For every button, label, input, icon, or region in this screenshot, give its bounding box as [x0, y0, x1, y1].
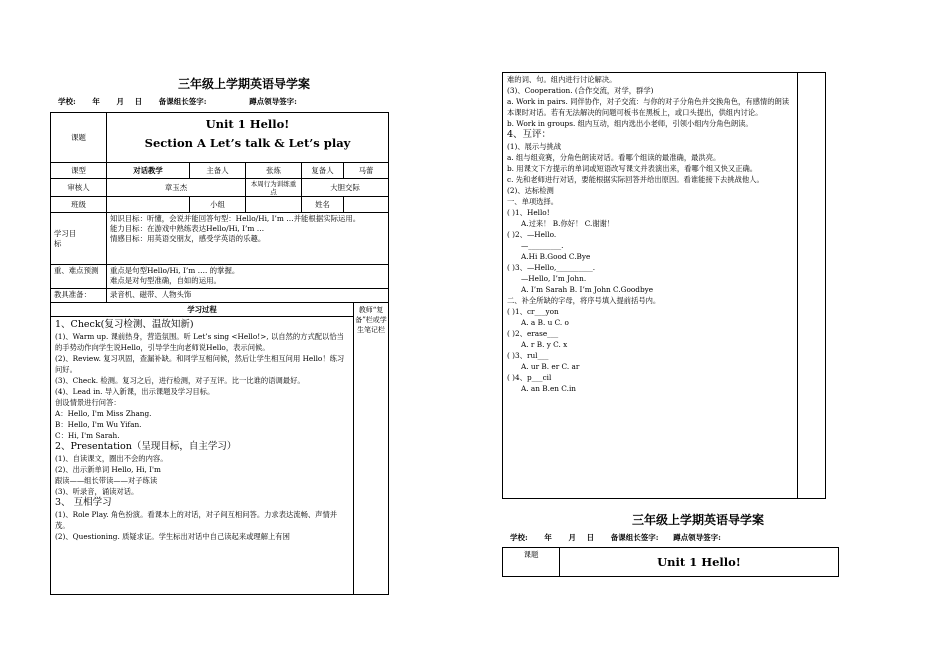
process-line: (4)、Lead in. 导入新课，出示课题及学习目标。 — [55, 387, 215, 396]
process-line: ( )3、rul___ — [507, 351, 549, 360]
meta-year: 年 — [544, 533, 552, 542]
co-preparer-value: 马蕾 — [343, 162, 389, 179]
process-line: c. 先和老师进行对话，要能根据实际回答并给出原因。看谁能接下去挑战他人。 — [507, 175, 764, 184]
right-process-body — [502, 72, 798, 499]
process-line: b. Work in groups. 组内互动，组内选出小老师，引领小组内分角色朗读。 — [507, 119, 753, 128]
right-meta-line — [510, 532, 735, 543]
goals-list — [106, 212, 389, 265]
process-line: ( )2、erase___ — [507, 329, 559, 338]
group-value — [245, 196, 302, 213]
meta-day: 日 — [134, 97, 143, 106]
process-line: 跟读——组长带读——对子练读 — [55, 476, 158, 485]
process-line: —Hello, I’m John. — [521, 274, 587, 283]
section-title: Section A Let’s talk & Let’s play — [144, 136, 351, 150]
process-line: (2)、出示新单词 Hello, Hi, I'm — [55, 465, 161, 474]
meta-day: 日 — [586, 533, 595, 542]
unit-title: Unit 1 Hello! — [205, 117, 290, 131]
keypoints-label: 重、难点预测 — [50, 264, 107, 289]
process-line: A. an B.en C.in — [521, 384, 576, 393]
meta-year: 年 — [92, 97, 100, 106]
meta-school: 学校: — [58, 97, 76, 106]
process-line: (2)、Questioning. 质疑求证。学生标出对话中自己读起来或理解上有困 — [55, 532, 290, 541]
weekly-focus-value: 大胆交际 — [301, 178, 389, 197]
process-body — [50, 316, 354, 595]
process-line: A. I’m Sarah B. I’m John C.Goodbye — [521, 285, 654, 294]
goals-label — [50, 212, 107, 265]
process-heading: 1、Check(复习检测、温故知新) — [55, 319, 194, 330]
reviewer-label: 审核人 — [50, 178, 107, 197]
class-value — [106, 196, 190, 213]
type-label: 课型 — [50, 162, 107, 179]
process-line: 二、补全所缺的字母，将序号填入提前括号内。 — [507, 296, 661, 305]
preparer-label: 主备人 — [189, 162, 246, 179]
process-heading: 3、 互相学习 — [55, 497, 112, 508]
meta-month: 月 — [568, 533, 577, 542]
keypoint-2: 难点是对句型准确，自如的运用。 — [110, 276, 221, 285]
process-line: A.Hi B.Good C.Bye — [521, 252, 591, 261]
type-value: 对话教学 — [106, 162, 190, 179]
co-preparer-label: 复备人 — [301, 162, 344, 179]
left-doc-title: 三年级上学期英语导学案 — [178, 77, 311, 91]
right-topic-label: 课题 — [502, 547, 560, 577]
process-line: ( )3、—Hello,__________. — [507, 263, 596, 272]
notes-column-text: 教师“复备”栏或学生笔记栏 — [355, 306, 387, 334]
keypoints-list — [106, 264, 389, 289]
right-notes-column — [797, 72, 826, 499]
process-line: ( )1、Hello! — [507, 208, 550, 217]
process-line: A：Hello, I'm Miss Zhang. — [55, 409, 152, 418]
materials-label: 教具准备： — [50, 288, 107, 303]
meta-leader: 蹲点领导签字: — [249, 97, 297, 106]
process-line: a. 组与组竞赛，分角色朗读对话。看哪个组读的最准确，最洪亮。 — [507, 153, 721, 162]
process-line: C：Hi, I'm Sarah. — [55, 431, 120, 440]
goal-ability: 能力目标：在游戏中熟练表达Hello/Hi, I’m … — [110, 224, 265, 233]
process-line: (1)、自读课文，圈出不会的内容。 — [55, 454, 168, 463]
name-label: 姓名 — [301, 196, 344, 213]
process-line: ( )4、p___cil — [507, 373, 552, 382]
weekly-focus-label: 本周行为训练重点 — [245, 178, 302, 197]
meta-group-leader: 备课组长签字: — [610, 533, 659, 542]
process-line: b. 用课文下方提示的单词或短语改写课文并表演出来，看哪个组又快又正确。 — [507, 164, 758, 173]
meta-leader: 蹲点领导签字: — [673, 533, 721, 542]
process-line: (1)、展示与挑战 — [507, 142, 562, 151]
reviewer-value: 章玉杰 — [106, 178, 246, 197]
process-line: 一、单项选择。 — [507, 197, 559, 206]
keypoint-1: 重点是句型Hello/Hi, I’m …. 的掌握。 — [110, 266, 240, 275]
class-label: 班级 — [50, 196, 107, 213]
process-line: A. ur B. er C. ar — [521, 362, 580, 371]
meta-group-leader: 备课组长签字: — [158, 97, 207, 106]
process-line: B：Hello, I'm Wu Yifan. — [55, 420, 142, 429]
process-line: (1)、Role Play. 角色扮演。看课本上的对话，对子间互相问答。力求表达流畅、声情并茂。 — [55, 510, 338, 530]
process-line: ( )2、—Hello. — [507, 230, 557, 239]
process-line: (1)、Warm up. 课前热身，营造氛围。听 Let’s sing <Hello!>, 以自然的方式配以恰当的手势动作向学生说Hello，引导学生向老师说Hello，表示问候。 — [55, 332, 344, 352]
process-line: A.过来！ B.你好！ C.谢谢！ — [521, 219, 615, 228]
goals-label-text: 学习目标 — [54, 228, 77, 248]
topic-label: 课题 — [50, 112, 107, 163]
group-label: 小组 — [189, 196, 246, 213]
materials-value: 录音机、磁带、人物头饰 — [106, 288, 389, 303]
process-line: —_________. — [521, 241, 564, 250]
goal-emotion: 情感目标：用英语交朋友，感受学英语的乐趣。 — [110, 234, 266, 243]
process-title: 学习过程 — [50, 302, 354, 317]
process-line: 创设情景进行问答： — [55, 398, 121, 407]
right-doc-title: 三年级上学期英语导学案 — [632, 513, 765, 527]
process-heading: 4、互评： — [507, 129, 552, 140]
process-line: A. r B. y C. x — [521, 340, 568, 349]
process-line: (3)、听录音，诵读对话。 — [55, 487, 139, 496]
left-meta-line — [58, 96, 311, 107]
right-process-content — [507, 74, 793, 394]
goal-knowledge: 知识目标：听懂，会说并能回答句型：Hello/Hi, I’m …并能根据实际运用。 — [110, 214, 361, 223]
right-unit-title: Unit 1 Hello! — [559, 547, 839, 577]
meta-school: 学校: — [510, 533, 528, 542]
process-line: A. a B. u C. o — [521, 318, 569, 327]
meta-month: 月 — [116, 97, 125, 106]
process-line: (2)、达标检测 — [507, 186, 554, 195]
name-value — [343, 196, 389, 213]
process-line: (2)、Review. 复习巩固，查漏补缺。和同学互相问候，然后让学生相互问用 Hello！练习问好。 — [55, 354, 345, 374]
notes-column — [353, 302, 389, 595]
process-content — [55, 319, 349, 542]
process-line: ( )1、cr___yon — [507, 307, 559, 316]
preparer-value: 张炼 — [245, 162, 302, 179]
process-heading: 2、Presentation（呈现目标，自主学习） — [55, 441, 237, 452]
topic-value — [106, 112, 389, 163]
process-line: (3)、Cooperation. (合作交流，对学，群学) — [507, 86, 654, 95]
process-line: (3)、Check. 检测。复习之后，进行检测，对子互评。比一比谁的语调最好。 — [55, 376, 305, 385]
process-line: 难的词、句。组内进行讨论解决。 — [507, 75, 617, 84]
process-line: a. Work in pairs. 同伴协作，对子交流：与你的对子分角色并交换角色，有感情的朗读本课时对话。若有无法解决的问题可板书在黑板上，或口头提出，供组内讨论。 — [507, 97, 790, 117]
